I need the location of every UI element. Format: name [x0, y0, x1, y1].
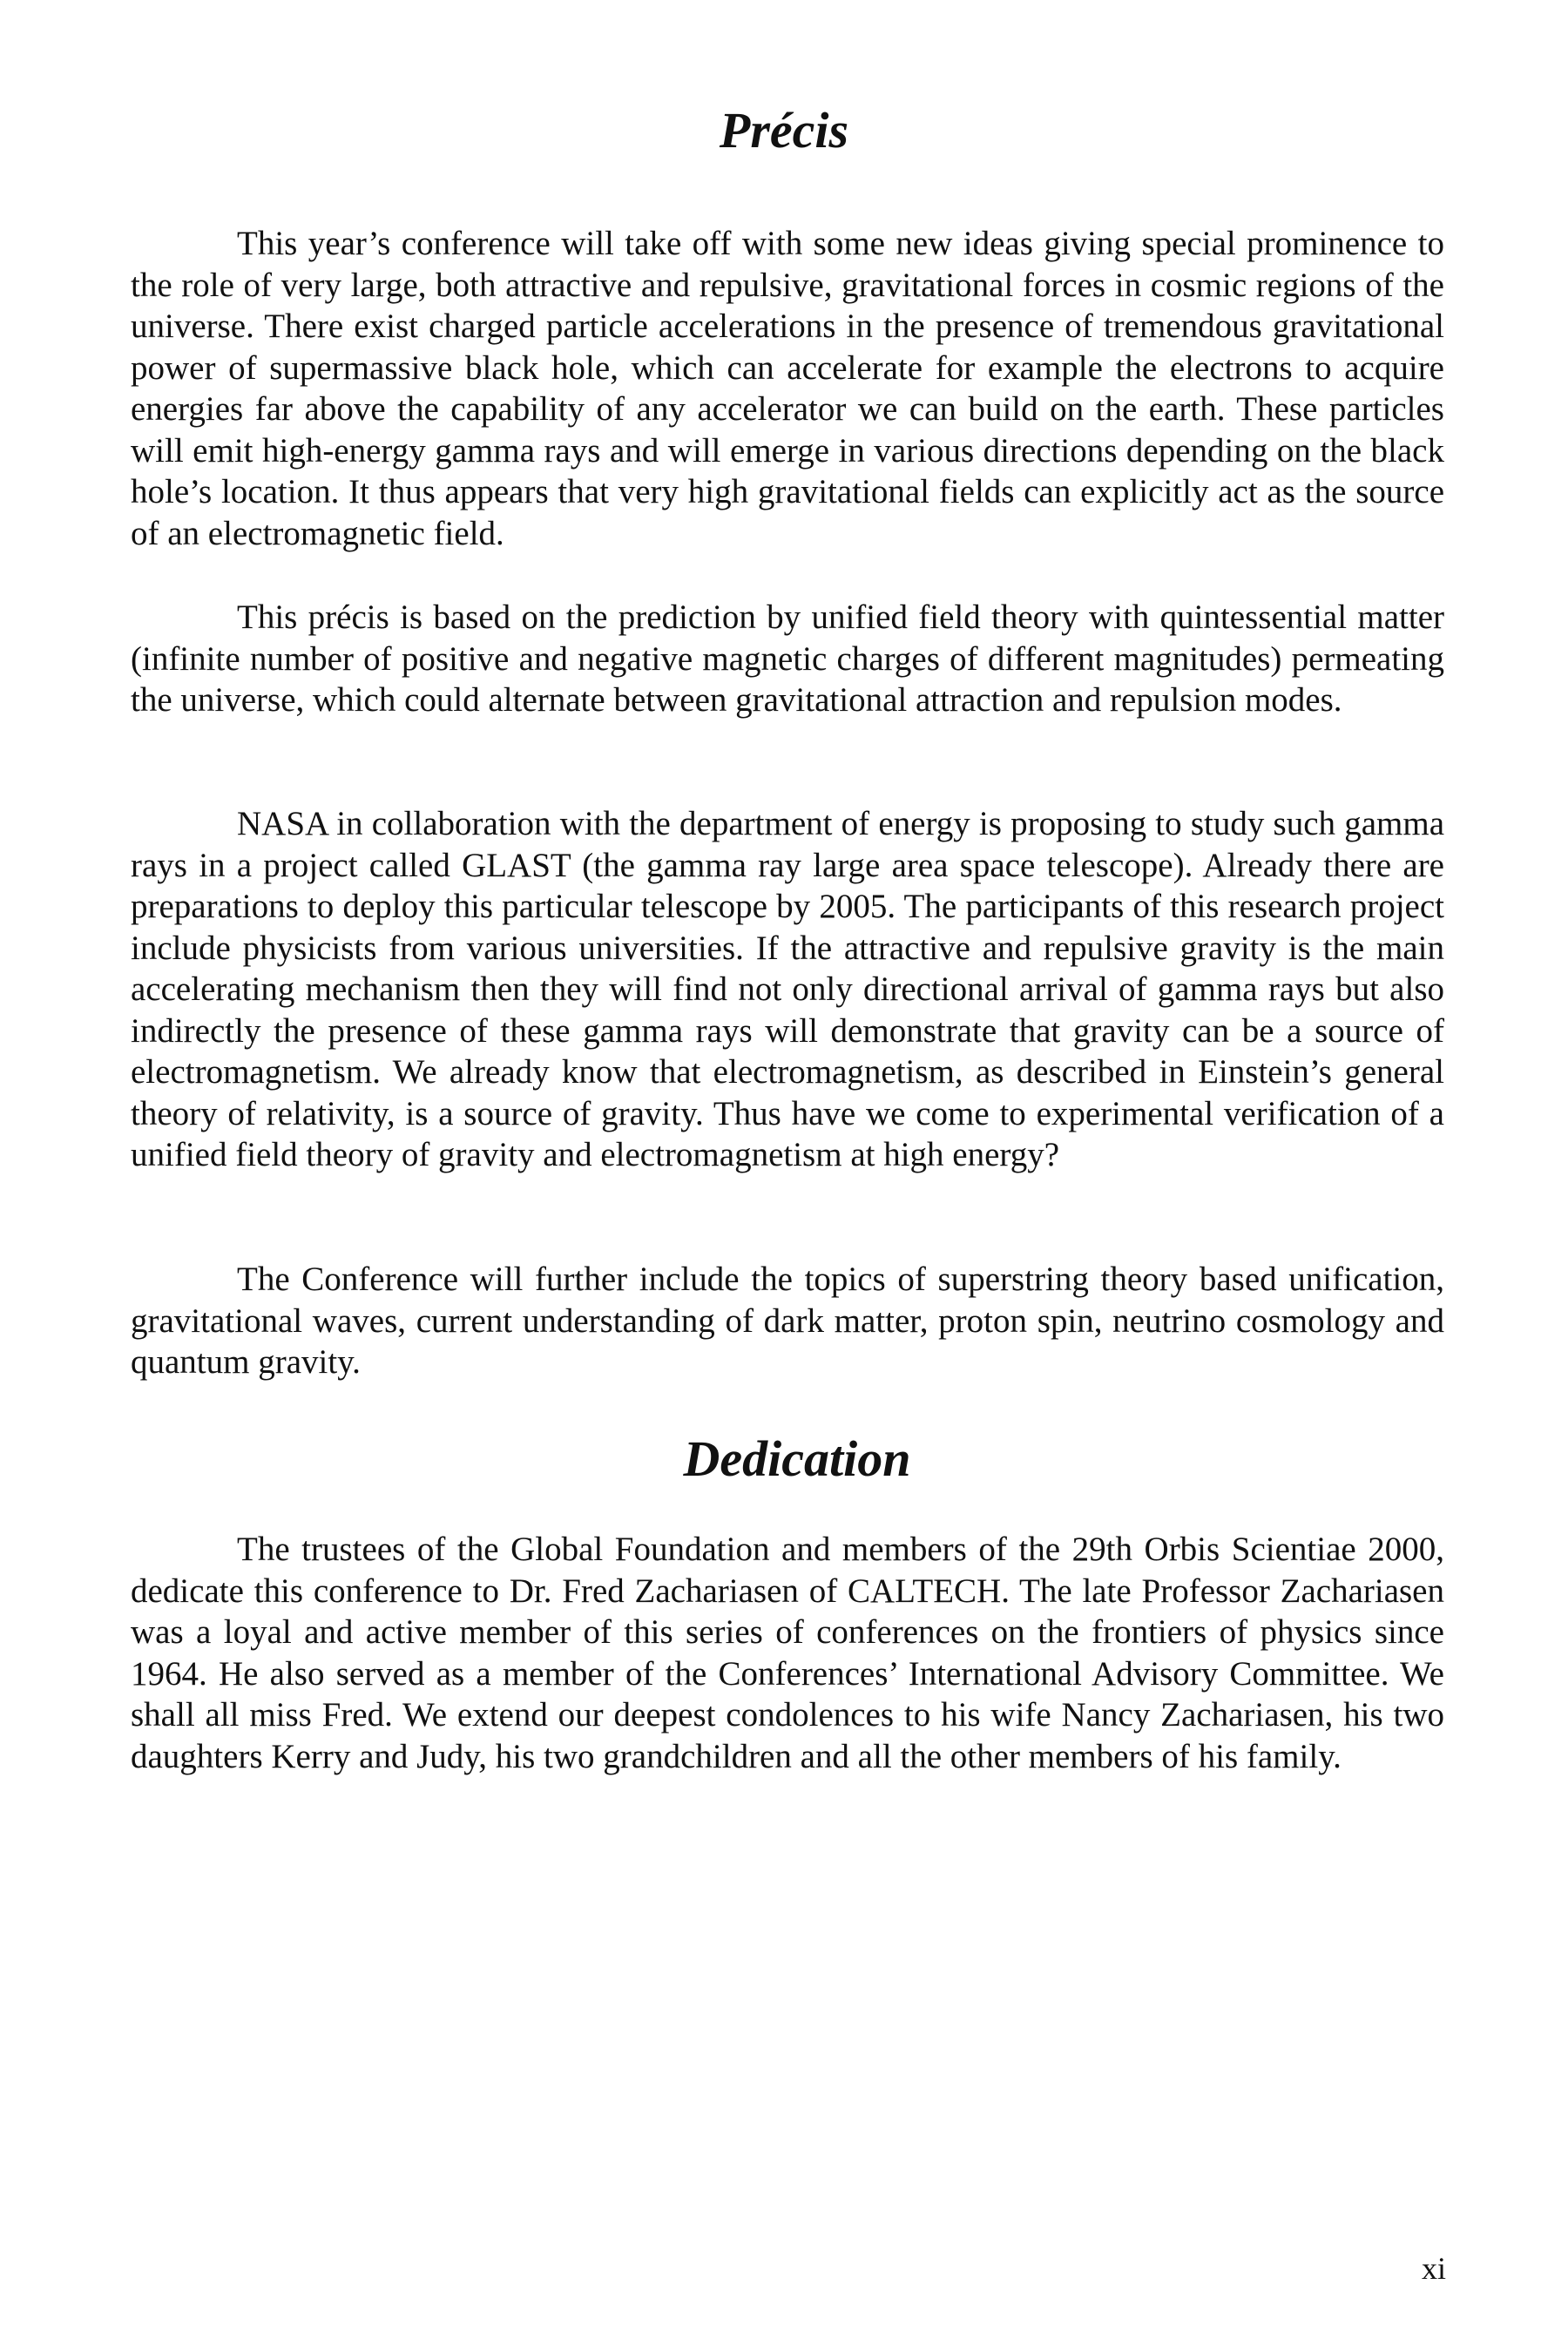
dedication-heading: Dedication: [683, 1430, 911, 1487]
precis-heading: Précis: [719, 102, 849, 159]
precis-paragraph-3: NASA in collaboration with the department of energy is proposing to study such gamma rays in a project called GLAST (the gamma ray large area space telescope). Already there are preparations to deploy this particular telescope by 2005. The participants of this research project include physicists from various universities. If the attractive and repulsive gravity is the main accelerating mechanism then they will find not only directional arrival of gamma rays but also indirectly the presence of these gamma rays will demonstrate that gravity can be a source of electromagnetism. We already know that electromagnetism, as described in Einstein’s general theory of relativity, is a source of gravity. Thus have we come to experimental verification of a unified field theory of gravity and electromagnetism at high energy?: [131, 805, 1444, 1173]
dedication-paragraph: The trustees of the Global Foundation and members of the 29th Orbis Scientiae 2000, dedicate this conference to Dr. Fred Zachariasen of CALTECH. The late Professor Zachariasen was a loyal and active member of this series of conferences on the frontiers of physics since 1964. He also served as a member of the Conferences’ International Advisory Committee. We shall all miss Fred. We extend our deepest condolences to his wife Nancy Zachariasen, his two daughters Kerry and Judy, his two grandchildren and all the other members of his family.: [131, 1531, 1444, 1775]
precis-paragraph-1: This year’s conference will take off with some new ideas giving special prominence to the role of very large, both attractive and repulsive, gravitational forces in cosmic regions of the universe. There exist charged particle accelerations in the presence of tremendous gravitational power of supermassive black hole, which can accelerate for example the electrons to acquire energies far above the capability of any accelerator we can build on the earth. These particles will emit high-energy gamma rays and will emerge in various directions depending on the black hole’s location. It thus appears that very high gravitational fields can explicitly act as the source of an electromagnetic field.: [131, 225, 1444, 552]
precis-paragraph-2: This précis is based on the prediction by unified field theory with quintessential matter (infinite number of positive and negative magnetic charges of different magnitudes) permeating the universe, which could alternate between gravitational attraction and repulsion modes.: [131, 598, 1444, 719]
precis-paragraph-4: The Conference will further include the topics of superstring theory based unification, gravitational waves, current understanding of dark matter, proton spin, neutrino cosmology and quantum gravity.: [131, 1260, 1444, 1381]
page-number: xi: [1421, 2251, 1446, 2286]
